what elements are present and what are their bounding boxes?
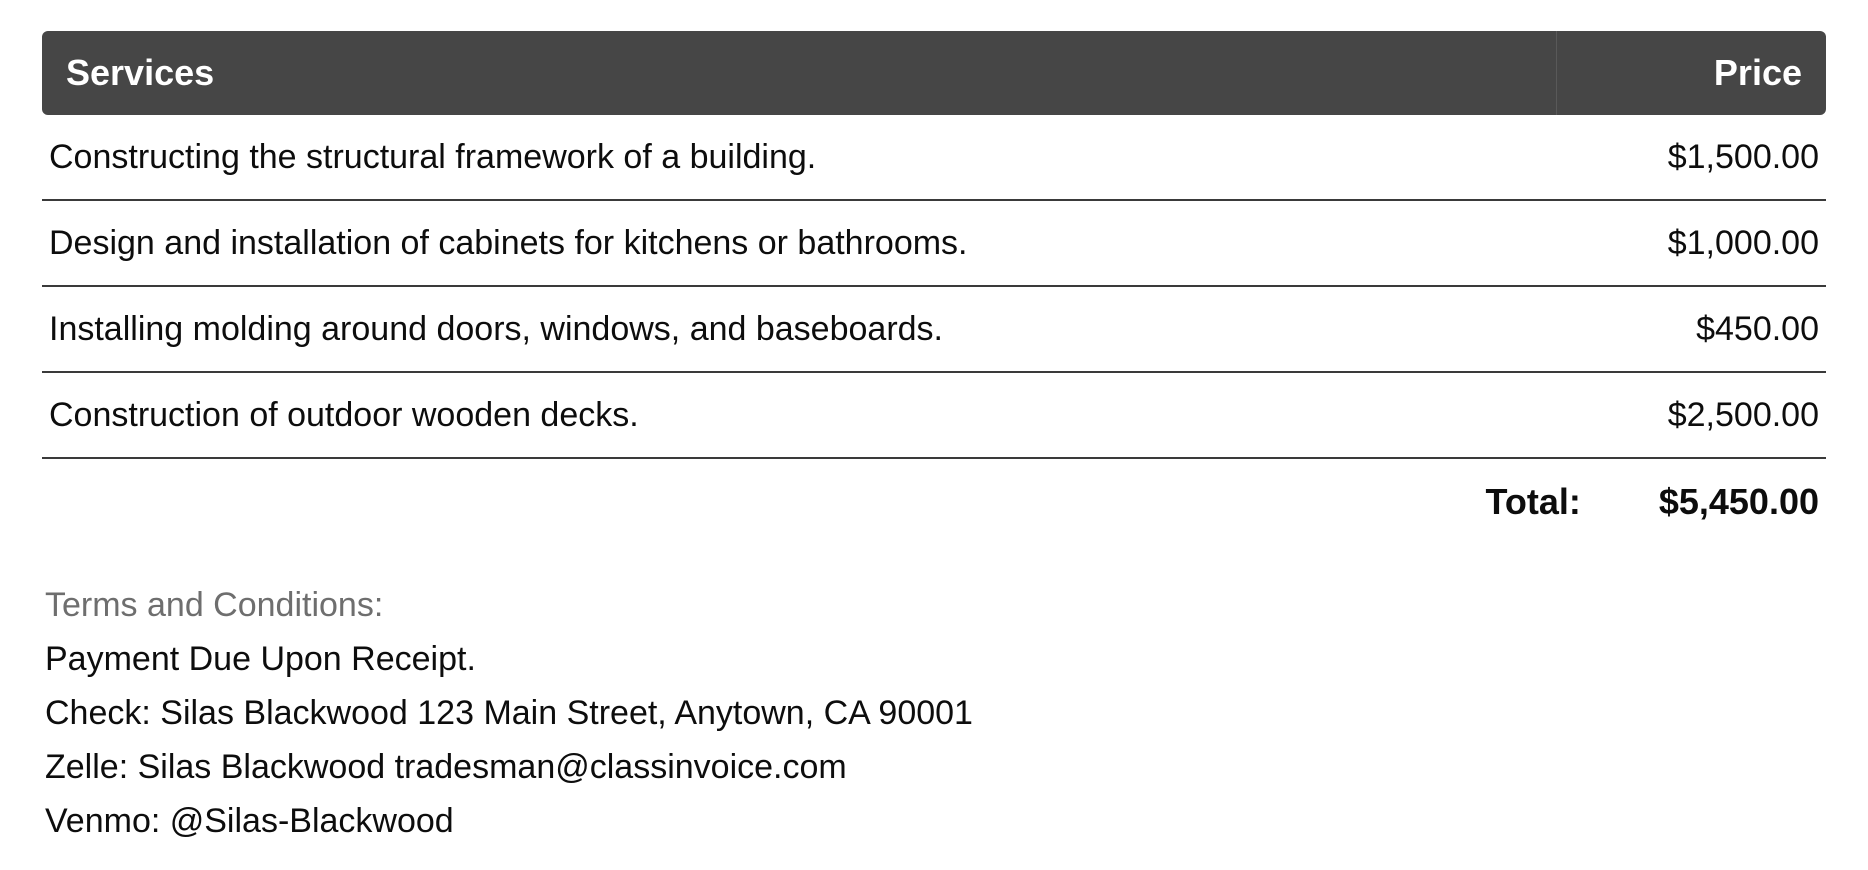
table-row: [42, 115, 1826, 201]
service-price: $450.00: [1696, 309, 1819, 348]
terms-heading: Terms and Conditions:: [45, 586, 384, 624]
total-amount: $5,450.00: [1658, 481, 1819, 522]
services-table: [42, 31, 1826, 545]
services-column-header: Services: [66, 52, 215, 93]
service-description: Installing molding around doors, windows, and baseboards.: [49, 309, 943, 348]
service-description: Construction of outdoor wooden decks.: [49, 395, 639, 434]
total-label: Total:: [1485, 481, 1581, 522]
total-row: [42, 459, 1826, 545]
service-price: $2,500.00: [1667, 395, 1819, 434]
terms-and-conditions: [45, 578, 973, 848]
service-price: $1,000.00: [1667, 223, 1819, 262]
check-payment-line: Check: Silas Blackwood 123 Main Street, Anytown, CA 90001: [45, 694, 973, 732]
venmo-payment-line: Venmo: @Silas-Blackwood: [45, 802, 454, 840]
service-price: $1,500.00: [1667, 137, 1819, 176]
service-description: Constructing the structural framework of a building.: [49, 137, 817, 176]
price-column-header: Price: [1556, 31, 1826, 115]
table-row: [42, 201, 1826, 287]
table-row: [42, 287, 1826, 373]
table-header: [42, 31, 1826, 115]
table-row: [42, 373, 1826, 459]
payment-due-line: Payment Due Upon Receipt.: [45, 640, 476, 678]
zelle-payment-line: Zelle: Silas Blackwood tradesman@classinvoice.com: [45, 748, 847, 786]
service-description: Design and installation of cabinets for kitchens or bathrooms.: [49, 223, 968, 262]
